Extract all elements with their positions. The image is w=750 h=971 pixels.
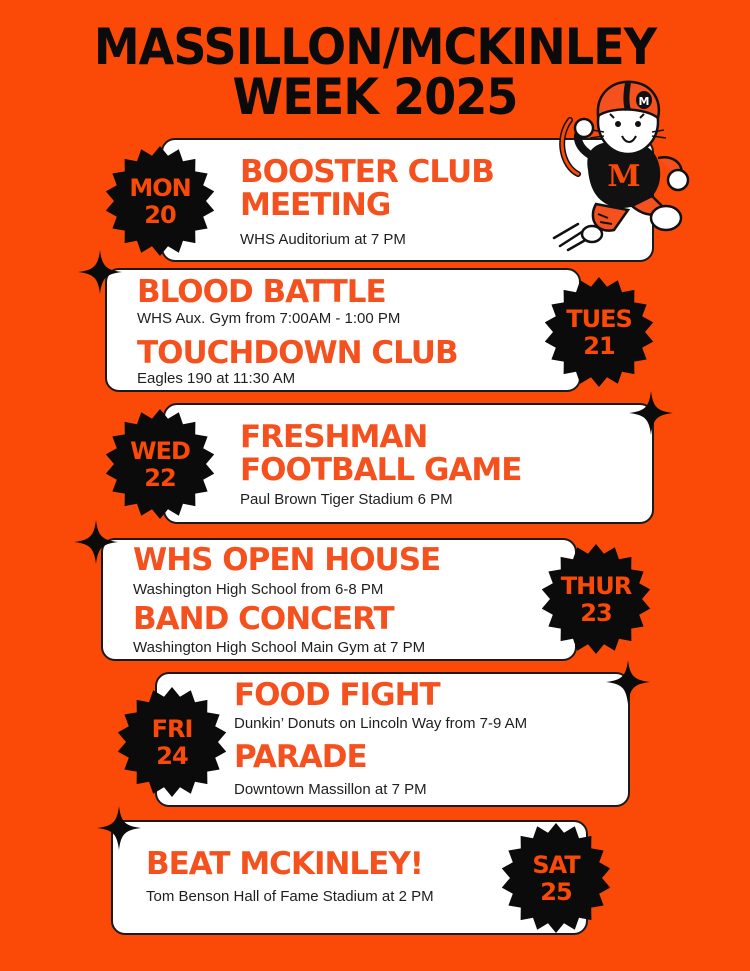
sparkle-icon <box>606 660 650 704</box>
day-badge-friday <box>116 686 228 798</box>
svg-text:M: M <box>638 95 650 108</box>
badge-date: 21 <box>583 332 615 360</box>
badge-day: WED <box>130 437 190 465</box>
event-title: BOOSTER CLUB MEETING <box>240 154 494 223</box>
badge-day: MON <box>129 174 191 202</box>
day-badge-tuesday <box>543 276 655 388</box>
day-badge-saturday <box>500 822 612 934</box>
event-details: Tom Benson Hall of Fame Stadium at 2 PM <box>146 888 434 905</box>
sparkle-icon <box>74 520 118 564</box>
badge-day: SAT <box>532 851 580 879</box>
event-title: BEAT MCKINLEY! <box>146 846 423 882</box>
event-details: Washington High School Main Gym at 7 PM <box>133 639 426 656</box>
event-title: BLOOD BATTLE <box>137 274 386 310</box>
event-title: BAND CONCERT <box>133 601 394 637</box>
badge-date: 20 <box>144 201 176 229</box>
tiger-mascot-icon <box>548 78 698 253</box>
badge-day: FRI <box>151 715 193 743</box>
event-title: TOUCHDOWN CLUB <box>137 335 458 371</box>
event-details: Paul Brown Tiger Stadium 6 PM <box>240 491 453 508</box>
day-badge-monday <box>104 145 216 257</box>
page-title-line1: MASSILLON/MCKINLEY <box>93 18 657 76</box>
event-title: FRESHMAN FOOTBALL GAME <box>240 419 522 488</box>
svg-text:M: M <box>607 159 641 194</box>
event-details: Downtown Massillon at 7 PM <box>234 781 427 798</box>
sparkle-icon <box>629 391 673 435</box>
badge-day: TUES <box>566 305 632 333</box>
event-title: WHS OPEN HOUSE <box>133 542 441 578</box>
event-details: WHS Aux. Gym from 7:00AM - 1:00 PM <box>137 310 401 327</box>
sparkle-icon <box>78 250 122 294</box>
event-details: Eagles 190 at 11:30 AM <box>137 370 296 387</box>
day-badge-thursday <box>540 543 652 655</box>
day-badge-wednesday <box>104 408 216 520</box>
badge-day: THUR <box>560 572 632 600</box>
badge-date: 25 <box>540 878 572 906</box>
event-details: Washington High School from 6-8 PM <box>133 581 384 598</box>
event-details: Dunkin’ Donuts on Lincoln Way from 7-9 AM <box>234 715 528 732</box>
badge-date: 23 <box>580 599 612 627</box>
badge-date: 24 <box>156 742 188 770</box>
sparkle-icon <box>97 806 141 850</box>
event-details: WHS Auditorium at 7 PM <box>240 231 406 248</box>
badge-date: 22 <box>144 464 176 492</box>
page-title-line2: WEEK 2025 <box>232 68 518 126</box>
event-title: FOOD FIGHT <box>234 677 440 713</box>
event-title: PARADE <box>234 739 367 775</box>
